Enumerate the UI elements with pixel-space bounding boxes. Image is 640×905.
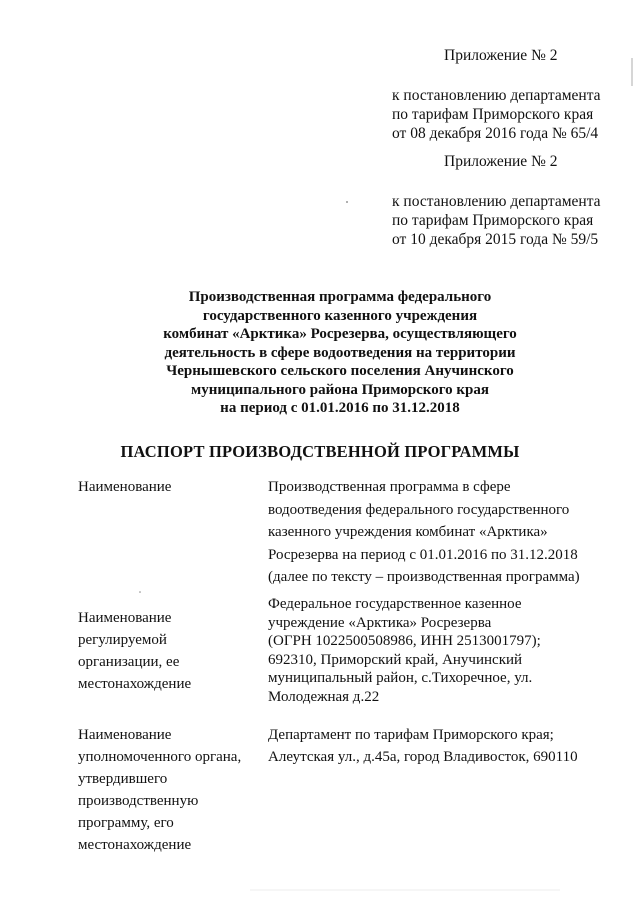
value-line: муниципальный район, с.Тихоречное, ул. [268,670,533,686]
label-line: Наименование [78,479,172,495]
value-line: казенного учреждения комбинат «Арктика» [268,524,548,540]
label-line: программу, его [78,815,174,831]
value-line: водоотведения федерального государственного [268,501,570,518]
document-title-line: Производственная программа федерального [188,289,492,305]
value-line: (ОГРН 1022500508986, ИНН 2513001797); [268,633,541,649]
value-line: Федеральное государственное казенное [268,596,522,612]
label-line: Наименование [78,727,172,743]
value-line: 692310, Приморский край, Анучинский [268,651,523,668]
speck [346,201,348,203]
label-line: утвердившего [78,771,168,787]
appendix-current-line: от 08 декабря 2016 года № 65/4 [392,125,599,142]
document-title-line: деятельность в сфере водоотведения на территории [164,344,516,361]
label-line: производственную [78,793,199,809]
appendix-previous-line: к постановлению департамента [392,193,601,210]
document-title-line: на период с 01.01.2016 по 31.12.2018 [220,400,460,416]
document-title-line: Чернышевского сельского поселения Анучинского [166,363,514,379]
label-line: местонахождение [78,837,192,853]
value-line: Алеутская ул., д.45а, город Владивосток, 690110 [268,749,578,765]
appendix-current-title: Приложение № 2 [444,47,558,64]
document-title-line: государственного казенного учреждения [202,307,478,324]
speck [139,591,141,593]
value-line: (далее по тексту – производственная программа) [268,569,580,585]
label-line: уполномоченного органа, [78,749,242,765]
label-line: регулируемой [78,632,167,648]
appendix-previous-line: по тарифам Приморского края [392,212,594,229]
value-line: Производственная программа в сфере [268,479,511,495]
document-title-line: муниципального района Приморского края [190,381,490,398]
appendix-current-line: к постановлению департамента [392,87,601,104]
appendix-previous-title: Приложение № 2 [444,153,558,170]
value-line: Молодежная д.22 [268,688,380,705]
value-line: учреждение «Арктика» Росрезерва [268,614,492,631]
label-line: организации, ее [78,654,180,670]
appendix-current-line: по тарифам Приморского края [392,106,594,123]
label-line: местонахождение [78,676,192,692]
value-line: Росрезерва на период с 01.01.2016 по 31.12.2018 [268,546,578,563]
passport-heading: ПАСПОРТ ПРОИЗВОДСТВЕННОЙ ПРОГРАММЫ [120,442,520,461]
document-title-line: комбинат «Арктика» Росрезерва, осуществляющего [163,326,517,342]
label-line: Наименование [78,610,172,626]
appendix-previous-line: от 10 декабря 2015 года № 59/5 [392,231,599,248]
value-line: Департамент по тарифам Приморского края; [268,727,554,743]
